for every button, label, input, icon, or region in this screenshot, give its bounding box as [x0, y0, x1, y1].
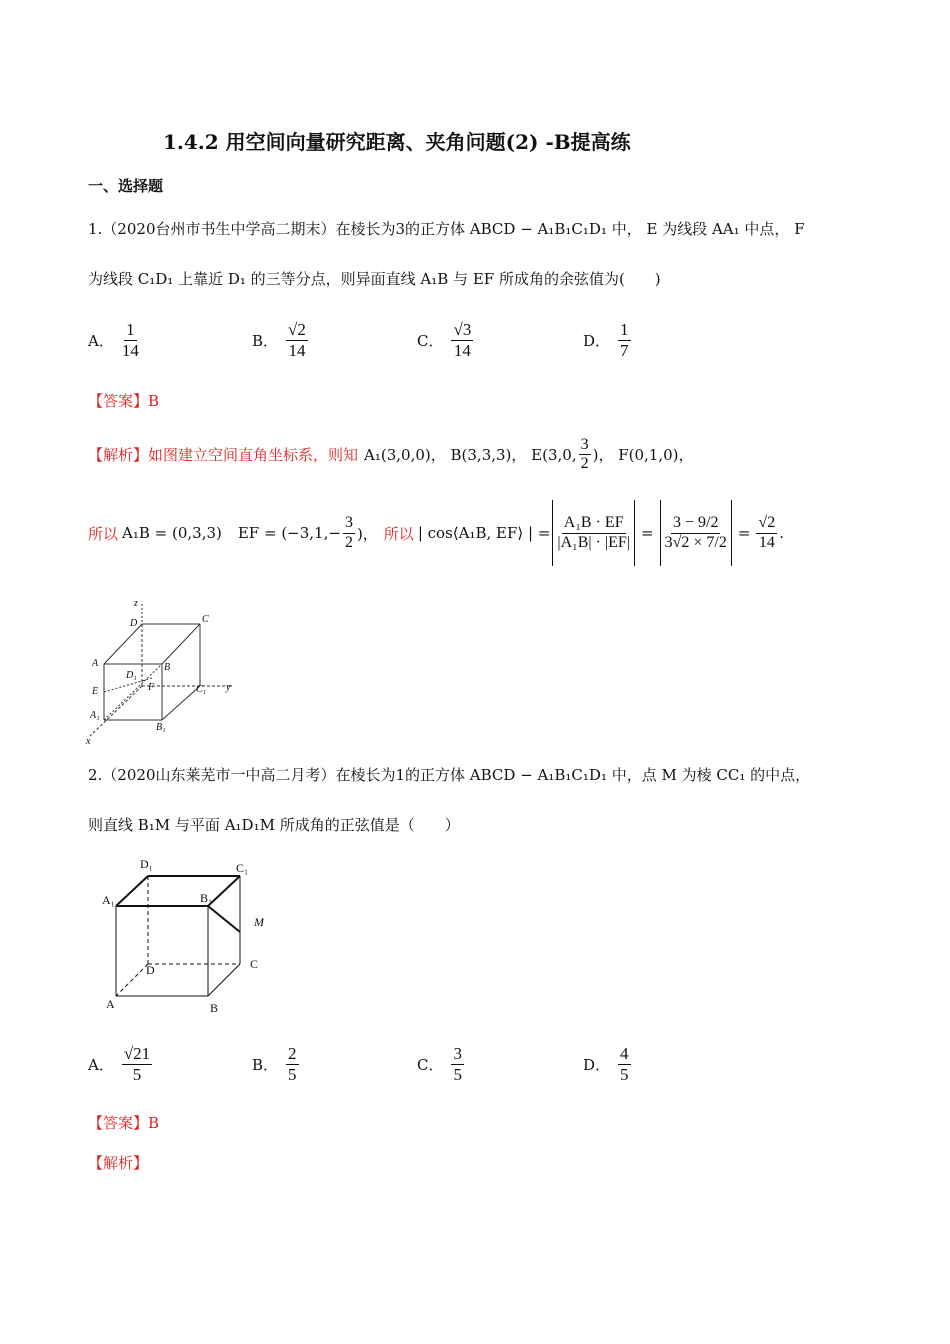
q2-answer: 【答案】B	[88, 1114, 160, 1132]
fig2-label-b1: B₁	[200, 891, 213, 905]
q1-answer: 【答案】B	[88, 392, 160, 410]
q2-analysis: 【解析】	[88, 1154, 149, 1172]
q1-analysis: 【解析】 如图建立空间直角坐标系，则知 A₁(3,0,0)， B(3,3,3)， E(3,0, $\frac{3}{2}$ )， F(0,1,0)，	[88, 436, 694, 473]
q1-option-b-fraction: $\frac{√2}{14}$	[288, 320, 306, 360]
q1-option-c-fraction: $\frac{√3}{14}$	[453, 320, 472, 360]
fig2-label-c: C	[250, 957, 259, 971]
fig1-label-c1: C₁	[196, 684, 207, 695]
q1-analysis-vectors: 所以 A₁B = (0,3,3) EF = (−3,1,− $\frac{3}{2}$ )， 所以 | cos⟨A₁B, EF⟩ | = $\frac{\text{A₁B · EF}}{\text{|A₁B| · |EF|}}$ = $\frac{3 - 9/2}{3√2 \times 7/2}$ = $\frac{√2}{14}$ .	[88, 500, 784, 566]
q2-option-c-fraction: $\frac{3}{5}$	[453, 1044, 462, 1084]
fig2-label-c1: C₁	[236, 861, 249, 875]
vector-ef: EF = (−3,1,−	[237, 524, 341, 542]
fig1-label-z: z	[134, 598, 138, 609]
fig1-label-f: F	[148, 682, 155, 693]
q2-option-a[interactable]: A． $\frac{√21}{5}$	[88, 1044, 151, 1084]
q2-cube-figure	[96, 854, 286, 1018]
q1-option-c[interactable]: C． $\frac{√3}{14}$	[417, 320, 472, 360]
q1-stem-line2: 为线段 C₁D₁ 上靠近 D₁ 的三等分点，则异面直线 A₁B 与 EF 所成角的余弦值为( )	[88, 270, 661, 288]
q1-option-b[interactable]: B． $\frac{√2}{14}$	[252, 320, 306, 360]
fig1-label-y: y	[226, 682, 231, 693]
fig2-label-m: M	[254, 915, 264, 929]
q1-stem-line1: 1.（2020台州市书生中学高二期末）在棱长为3的正方体 ABCD − A₁B₁C₁D₁ 中， E 为线段 AA₁ 中点， F	[88, 220, 805, 238]
vector-a1b: A₁B = (0,3,3)	[122, 524, 222, 542]
fig2-label-d: D	[146, 963, 155, 977]
q2-option-d-fraction: $\frac{4}{5}$	[620, 1044, 629, 1084]
fig2-label-a: A	[106, 997, 115, 1011]
fig2-label-a1: A₁	[102, 893, 115, 907]
q1-option-a-fraction: $\frac{1}{14}$	[121, 320, 139, 360]
section-heading: 一、选择题	[88, 177, 164, 195]
fig1-label-x: x	[86, 736, 91, 746]
fig1-label-b1: B₁	[156, 722, 166, 733]
page-title: 1.4.2 用空间向量研究距离、夹角问题(2) -B提高练	[163, 130, 631, 154]
q2-option-a-fraction: $\frac{√21}{5}$	[123, 1044, 151, 1084]
q1-option-d[interactable]: D． $\frac{1}{7}$	[583, 320, 629, 360]
fig1-label-b: B	[164, 662, 171, 673]
fig1-label-e: E	[92, 686, 99, 697]
fig2-label-d1: D₁	[140, 857, 153, 871]
q2-stem-line1: 2.（2020山东莱芜市一中高二月考）在棱长为1的正方体 ABCD − A₁B₁C₁D₁ 中，点 M 为棱 CC₁ 的中点，	[88, 766, 811, 784]
fig1-label-a: A	[92, 658, 99, 669]
fig1-label-d1: D₁	[126, 670, 137, 681]
q1-option-d-fraction: $\frac{1}{7}$	[620, 320, 629, 360]
q2-option-b[interactable]: B． $\frac{2}{5}$	[252, 1044, 297, 1084]
q1-cube-figure	[82, 596, 252, 746]
fig2-label-b: B	[210, 1001, 219, 1015]
q2-option-c[interactable]: C． $\frac{3}{5}$	[417, 1044, 462, 1084]
q2-option-b-fraction: $\frac{2}{5}$	[288, 1044, 297, 1084]
fig1-label-a1: A₁	[90, 710, 100, 721]
fig1-label-c: C	[202, 614, 209, 625]
q1-option-a[interactable]: A． $\frac{1}{14}$	[88, 320, 139, 360]
q2-stem-line2: 则直线 B₁M 与平面 A₁D₁M 所成角的正弦值是（ ）	[88, 816, 460, 834]
q2-option-d[interactable]: D． $\frac{4}{5}$	[583, 1044, 629, 1084]
fig1-label-d: D	[130, 618, 138, 629]
